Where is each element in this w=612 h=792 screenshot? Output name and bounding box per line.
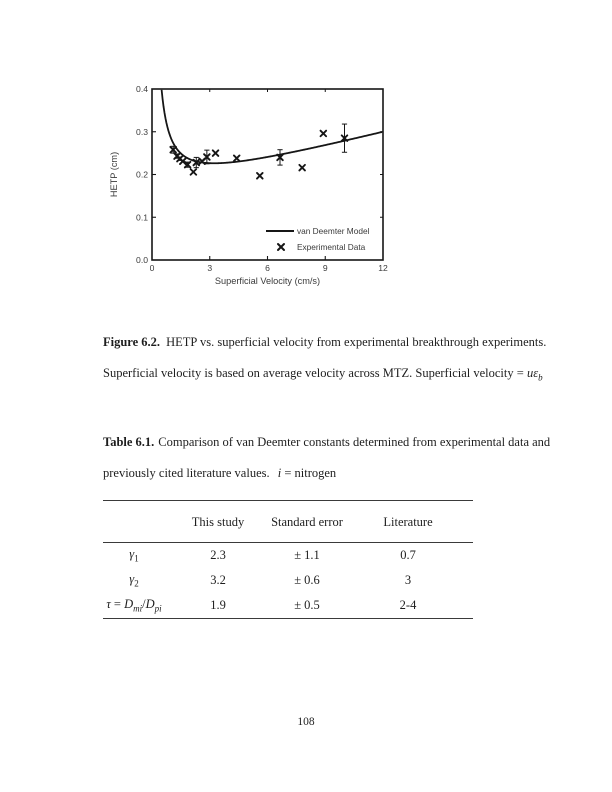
figure-caption bbox=[103, 327, 573, 388]
x-tick-label: 0 bbox=[149, 263, 155, 273]
figure-caption-line1 bbox=[103, 327, 573, 358]
y-tick-label: 0.2 bbox=[136, 169, 148, 180]
x-marker-icon bbox=[234, 155, 240, 161]
y-tick-label: 0.4 bbox=[136, 84, 148, 94]
hetp-vs-velocity-plot bbox=[105, 72, 405, 298]
hetp-chart bbox=[105, 72, 405, 298]
x-tick-label: 3 bbox=[207, 263, 213, 273]
cell-literature: 3 bbox=[404, 573, 412, 587]
cell-this-study: 1.9 bbox=[165, 593, 271, 619]
header-this-study: This study bbox=[165, 501, 271, 543]
cell-this-study: 3.2 bbox=[210, 573, 226, 587]
table-caption-text2: previously cited literature values. bbox=[103, 465, 273, 480]
legend bbox=[266, 226, 370, 252]
header-empty bbox=[103, 501, 165, 543]
x-tick-label: 12 bbox=[378, 263, 388, 273]
row-label-gamma2: $\gamma_2$ bbox=[129, 572, 139, 589]
cell-standard-error: ± 0.6 bbox=[294, 573, 320, 587]
legend-label-model: van Deemter Model bbox=[297, 226, 370, 236]
table-row bbox=[103, 543, 473, 569]
cell-literature: 0.7 bbox=[400, 548, 416, 562]
x-marker-icon bbox=[213, 150, 219, 156]
row-label-gamma1: $\gamma_1$ bbox=[129, 547, 139, 564]
y-tick-label: 0.3 bbox=[136, 126, 148, 137]
table-row bbox=[103, 593, 473, 619]
model-curve bbox=[158, 72, 383, 163]
cell-standard-error: ± 0.5 bbox=[271, 593, 343, 619]
data-points bbox=[170, 124, 347, 179]
axes bbox=[109, 84, 388, 286]
legend-label-data: Experimental Data bbox=[297, 242, 366, 252]
cell-literature: 2-4 bbox=[343, 593, 473, 619]
table-caption-line1 bbox=[103, 427, 573, 458]
cell-this-study: 2.3 bbox=[210, 548, 226, 562]
header-literature: Literature bbox=[343, 501, 473, 543]
figure-caption-line2 bbox=[103, 358, 573, 389]
x-marker-icon bbox=[191, 169, 197, 175]
figure-caption-text1: HETP vs. superficial velocity from experimental breakthrough experiments. bbox=[166, 335, 547, 349]
y-tick-label: 0.1 bbox=[136, 212, 148, 223]
table-label: Table 6.1. bbox=[103, 435, 155, 449]
table-row bbox=[103, 568, 473, 593]
species-symbol: i bbox=[277, 465, 282, 480]
figure-label: Figure 6.2. bbox=[103, 335, 161, 349]
van-deemter-table bbox=[103, 500, 473, 619]
x-marker-icon bbox=[278, 244, 284, 250]
x-tick-label: 9 bbox=[322, 263, 328, 273]
x-marker-icon bbox=[257, 173, 263, 179]
y-tick-label: 0.0 bbox=[136, 255, 148, 265]
header-standard-error: Standard error bbox=[271, 501, 343, 543]
table-caption-line2 bbox=[103, 458, 573, 489]
x-tick-label: 6 bbox=[265, 263, 270, 273]
table-caption bbox=[103, 427, 573, 488]
table-caption-text1: Comparison of van Deemter constants determined from experimental data and bbox=[158, 435, 551, 449]
x-marker-icon bbox=[321, 131, 327, 137]
x-axis-label: Superficial Velocity (cm/s) bbox=[214, 276, 321, 286]
y-axis-label: HETP (cm) bbox=[109, 151, 119, 198]
formula-variable: uε bbox=[526, 365, 539, 380]
row-label-tortuosity: $\tau = D_{mi}/D_{pi}$ bbox=[103, 593, 165, 619]
formula-subscript: b bbox=[538, 372, 543, 382]
figure-caption-text2: Superficial velocity is based on average velocity across MTZ. Superficial velocity = bbox=[103, 365, 527, 380]
page-number: 108 bbox=[297, 716, 315, 728]
cell-standard-error: ± 1.1 bbox=[294, 548, 320, 562]
x-marker-icon bbox=[299, 165, 305, 171]
table-header-row bbox=[103, 501, 473, 543]
table-caption-text3: = nitrogen bbox=[281, 465, 337, 480]
